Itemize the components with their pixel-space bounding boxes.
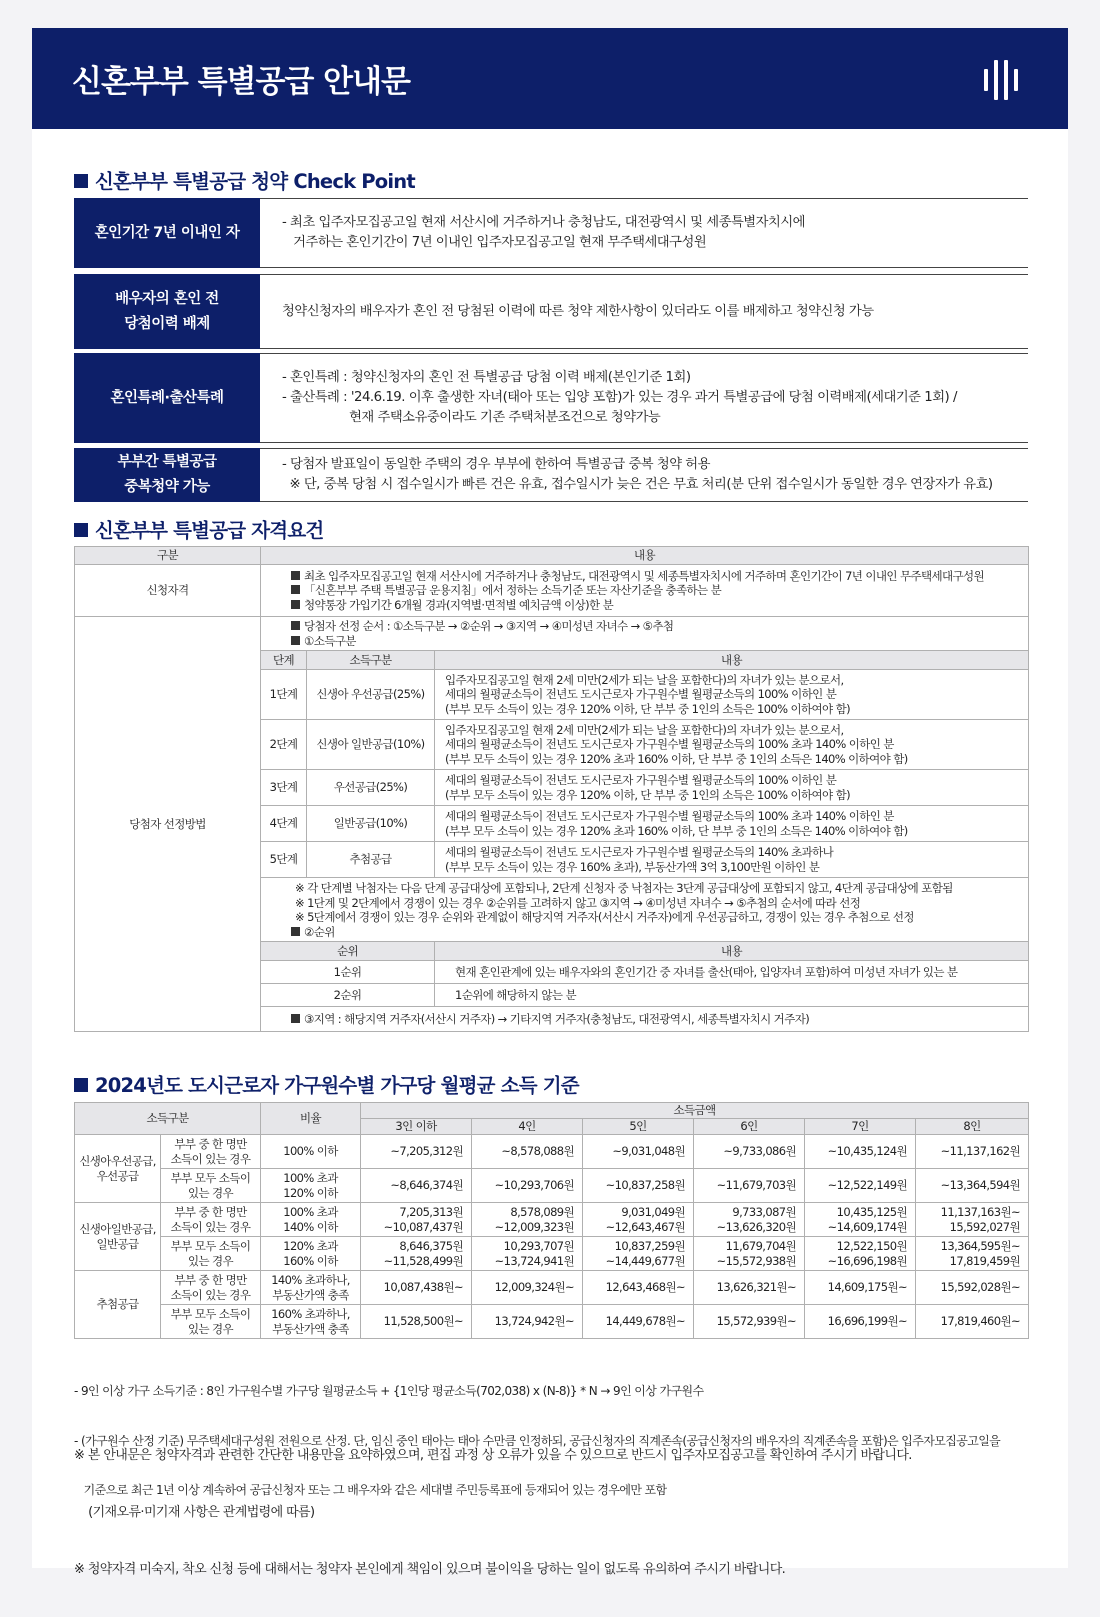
income-amount: 15,592,028원~ bbox=[916, 1271, 1029, 1305]
income-subtype: 부부 중 한 명만 소득이 있는 경우 bbox=[161, 1271, 261, 1305]
income-amount: 11,679,704원 ~15,572,938원 bbox=[694, 1237, 805, 1271]
col-header-household-size: 8인 bbox=[916, 1119, 1029, 1135]
income-amount: 11,137,163원~ 15,592,027원 bbox=[916, 1203, 1029, 1237]
col-header-stage: 단계 bbox=[261, 651, 307, 670]
stage-notes: ※ 각 단계별 낙첨자는 다음 단계 공급대상에 포함되나, 2단계 신청자 중 낙첨자는 3단계 공급대상에 포함되지 않고, 4단계 공급대상에 포함됨 ※ 1단계 및 2단계에서 경쟁이 있는 경우 ②순위를 고려하지 않고 ③지역 → ④미성년 자녀수 → ⑤추첨의 순서에 따라 선정 ※ 5단계에서 경쟁이 있는 경우 순위와 관계없이 해당지역 거주자(서산시 거주자)에게 우선공급하고, 경쟁이 있는 경우 추첨으로 선정 ②순위 bbox=[261, 881, 1028, 939]
table-row bbox=[75, 1305, 1029, 1339]
table-row: 1단계 신생아 우선공급(25%) 입주자모집공고일 현재 2세 미만(2세가 되는 날을 포함한다)의 자녀가 있는 분으로서, 세대의 월평균소득이 전년도 도시근로자 가구원수별 월평균소득의 100% 이하인 분 (부부 모두 소득이 있는 경우 120% 이하, 단 부부 중 1인의 소득은 100% 이하여야 함) bbox=[261, 670, 1029, 720]
col-header-income-type: 소득구분 bbox=[307, 651, 435, 670]
col-header-rank-content: 내용 bbox=[435, 942, 1029, 961]
col-header-content: 내용 bbox=[261, 547, 1029, 565]
income-amount: ~10,837,258원 bbox=[583, 1169, 694, 1203]
income-amount: 16,696,199원~ bbox=[805, 1305, 916, 1339]
income-amount: ~11,679,703원 bbox=[694, 1169, 805, 1203]
income-amount: 14,449,678원~ bbox=[583, 1305, 694, 1339]
square-bullet-icon bbox=[291, 927, 300, 936]
header-banner bbox=[32, 28, 1068, 129]
notice-page bbox=[32, 28, 1068, 1577]
income-amount: 10,293,707원 ~13,724,941원 bbox=[472, 1237, 583, 1271]
row-label-selection: 당첨자 선정방법 bbox=[75, 617, 261, 1032]
income-subtype: 부부 모두 소득이 있는 경우 bbox=[161, 1237, 261, 1271]
table-row: 1순위 현재 혼인관계에 있는 배우자와의 혼인기간 중 자녀를 출산(태아, 입양자녀 포함)하여 미성년 자녀가 있는 분 bbox=[261, 961, 1029, 984]
income-ratio: 120% 초과 160% 이하 bbox=[261, 1237, 361, 1271]
section-title-income: 2024년도 도시근로자 가구원수별 가구당 월평균 소득 기준 bbox=[74, 1070, 579, 1098]
income-group-label: 신생아우선공급, 우선공급 bbox=[75, 1135, 161, 1203]
income-amount: ~8,646,374원 bbox=[361, 1169, 472, 1203]
qualification-table bbox=[74, 546, 1029, 1032]
income-group-label: 추첨공급 bbox=[75, 1271, 161, 1339]
income-amount: 14,609,175원~ bbox=[805, 1271, 916, 1305]
income-subtype: 부부 모두 소득이 있는 경우 bbox=[161, 1169, 261, 1203]
col-header-household-size: 3인 이하 bbox=[361, 1119, 472, 1135]
col-header-rank: 순위 bbox=[261, 942, 435, 961]
col-header-income-type: 소득구분 bbox=[75, 1103, 261, 1135]
income-amount: 10,837,259원 ~14,449,677원 bbox=[583, 1237, 694, 1271]
table-row bbox=[75, 1169, 1029, 1203]
eligibility-content: 최초 입주자모집공고일 현재 서산시에 거주하거나 충청남도, 대전광역시 및 세종특별자치시에 거주하며 혼인기간이 7년 이내인 무주택세대구성원 「신혼부부 주택 특별공급 운용지침」에서 정하는 소득기준 또는 자산기준을 충족하는 분 청약통장 가입기간 6개월 경과(지역별·면적별 예치금액 이상)한 분 bbox=[261, 565, 1029, 617]
checkpoint-label: 부부간 특별공급 중복청약 가능 bbox=[74, 448, 260, 502]
selection-content: 당첨자 선정 순서 : ①소득구분 → ②순위 → ③지역 → ④미성년 자녀수 → ⑤추첨 ①소득구분 단계 소득구분 내용 1단계 신생아 우선공급(25%) 입주자모집공고일 현재 2세 미만(2세가 되는 날을 포함한다)의 자녀가 있는 분으로서, 세대의 월평균소득이 전년도 도시근로자 가구원수별 월평균소득의 100% 이하인 분 (부부 모두 소득이 있는 경우 120% 이하, 단 부부 중 1인의 소득은 100% 이하여야 함) 2단계 신생아 일반공급(10%) 입주자모집공고일 현재 2세 미만(2세가 되는 날을 포함한다)의 자녀가 있는 분으로서, 세대의 월평균소득이 전년도 도시근로자 가구원수별 월평균소득의 100% 초과 140% 이하인 분 (부부 모두 소득이 있는 경우 120% 초과 160% 이하, 단 부부 중 1인의 소득은 140% 이하여야 함) 3단계 우선공급(25%) 세대의 월평균소득이 전년도 도시근로자 가구원수별 월평균소득의 100% 이하인 분 (부부 모두 소득이 있는 경우 120% 이하, 단 부부 중 1인의 소득은 100% 이하여야 함) 4단계 일반공급(10%) 세대의 월평균소득이 전년도 도시근로자 가구원수별 월평균소득의 100% 초과 140% 이하인 분 (부부 모두 소득이 있는 경우 120% 초과 160% 이하, 단 부부 중 1인의 소득은 140% 이하여야 함) 5단계 추첨공급 세대의 월평균소득이 전년도 도시근로자 가구원수별 월평균소득의 140% 초과하나 (부부 모두 소득이 있는 경우 160% 초과), 부동산가액 3억 3,100만원 이하인 분 ※ 각 단계별 낙첨자는 다음 단계 공급대상에 포함되나, 2단계 신청자 중 낙첨자는 3단계 공급대상에 포함되지 않고, 4단계 공급대상에 포함됨 ※ 1단계 및 2단계에서 경쟁이 있는 경우 ②순위를 고려하지 않고 ③지역 → ④미성년 자녀수 → ⑤추첨의 순서에 따라 선정 ※ 5단계에서 경쟁이 있는 경우 순위와 관계없이 해당지역 거주자(서산시 거주자)에게 우선공급하고, 경쟁이 있는 경우 추첨으로 선정 ②순위 순위 내용 1순위 현재 혼인관계에 있는 배우자와의 혼인기간 중 자녀를 출산(태아, 입양자녀 포함)하여 미성년 자녀가 있는 분 2순위 1순위에 해당하지 않는 분 ③지역 : 해당지역 거주자(서산시 거주자) → 기타지역 거주자(충청남도, 대전광역시, 세종특별자치시 거주자) bbox=[261, 617, 1029, 1032]
income-amount: 12,009,324원~ bbox=[472, 1271, 583, 1305]
checkpoint-row bbox=[74, 353, 1028, 443]
checkpoint-text: - 혼인특례 : 청약신청자의 혼인 전 특별공급 당첨 이력 배제(본인기준 1회) - 출산특례 : '24.6.19. 이후 출생한 자녀(태아 또는 입양 포함)가 있는 경우 과거 특별공급에 당첨 이력배제(세대기준 1회) / 현재 주택소유중이라도 기존 주택처분조건으로 청약가능 bbox=[260, 353, 1028, 443]
income-ratio: 140% 초과하나, 부동산가액 충족 bbox=[261, 1271, 361, 1305]
table-row: 3단계 우선공급(25%) 세대의 월평균소득이 전년도 도시근로자 가구원수별 월평균소득의 100% 이하인 분 (부부 모두 소득이 있는 경우 120% 이하, 단 부부 중 1인의 소득은 100% 이하여야 함) bbox=[261, 770, 1029, 806]
checkpoint-text: 청약신청자의 배우자가 혼인 전 당첨된 이력에 따른 청약 제한사항이 있더라도 이를 배제하고 청약신청 가능 bbox=[260, 274, 1028, 349]
table-row: 2단계 신생아 일반공급(10%) 입주자모집공고일 현재 2세 미만(2세가 되는 날을 포함한다)의 자녀가 있는 분으로서, 세대의 월평균소득이 전년도 도시근로자 가구원수별 월평균소득의 100% 초과 140% 이하인 분 (부부 모두 소득이 있는 경우 120% 초과 160% 이하, 단 부부 중 1인의 소득은 140% 이하여야 함) bbox=[261, 720, 1029, 770]
col-header-household-size: 4인 bbox=[472, 1119, 583, 1135]
rank-table bbox=[260, 941, 1029, 1007]
income-amount: 9,031,049원 ~12,643,467원 bbox=[583, 1203, 694, 1237]
col-header-stage-content: 내용 bbox=[435, 651, 1029, 670]
checkpoint-text: - 당첨자 발표일이 동일한 주택의 경우 부부에 한하여 특별공급 중복 청약 허용 ※ 단, 중복 당첨 시 접수일시가 빠른 건은 유효, 접수일시가 늦은 건은 무효 처리(분 단위 접수일시가 동일한 경우 연장자가 유효) bbox=[260, 448, 1028, 502]
checkpoint-text: - 최초 입주자모집공고일 현재 서산시에 거주하거나 충청남도, 대전광역시 및 세종특별자치시에 거주하는 혼인기간이 7년 이내인 입주자모집공고일 현재 무주택세대구성원 bbox=[260, 198, 1028, 268]
income-amount: 12,522,150원 ~16,696,198원 bbox=[805, 1237, 916, 1271]
col-header-amount: 소득금액 bbox=[361, 1103, 1029, 1119]
income-amount: 8,578,089원 ~12,009,323원 bbox=[472, 1203, 583, 1237]
square-bullet-icon bbox=[291, 636, 300, 645]
table-row bbox=[75, 1271, 1029, 1305]
income-amount: 13,724,942원~ bbox=[472, 1305, 583, 1339]
page-title: 신혼부부 특별공급 안내문 bbox=[72, 64, 410, 100]
income-ratio: 100% 초과 140% 이하 bbox=[261, 1203, 361, 1237]
section-title-checkpoint: 신혼부부 특별공급 청약 Check Point bbox=[74, 166, 415, 194]
checkpoint-row bbox=[74, 274, 1028, 349]
income-amount: 13,364,595원~ 17,819,459원 bbox=[916, 1237, 1029, 1271]
income-amount: ~12,522,149원 bbox=[805, 1169, 916, 1203]
checkpoint-label: 배우자의 혼인 전 당첨이력 배제 bbox=[74, 274, 260, 349]
col-header-household-size: 5인 bbox=[583, 1119, 694, 1135]
income-amount: 10,435,125원 ~14,609,174원 bbox=[805, 1203, 916, 1237]
income-amount: ~11,137,162원 bbox=[916, 1135, 1029, 1169]
col-header-gubun: 구분 bbox=[75, 547, 261, 565]
square-bullet-icon bbox=[291, 600, 300, 609]
income-amount: ~13,364,594원 bbox=[916, 1169, 1029, 1203]
income-amount: 17,819,460원~ bbox=[916, 1305, 1029, 1339]
income-table bbox=[74, 1102, 1029, 1339]
col-header-household-size: 6인 bbox=[694, 1119, 805, 1135]
square-bullet-icon bbox=[74, 174, 88, 188]
col-header-ratio: 비율 bbox=[261, 1103, 361, 1135]
income-amount: 9,733,087원 ~13,626,320원 bbox=[694, 1203, 805, 1237]
income-amount: ~9,031,048원 bbox=[583, 1135, 694, 1169]
income-amount: 12,643,468원~ bbox=[583, 1271, 694, 1305]
checkpoint-row bbox=[74, 448, 1028, 502]
table-row bbox=[75, 1135, 1029, 1169]
square-bullet-icon bbox=[291, 585, 300, 594]
square-bullet-icon bbox=[74, 523, 88, 537]
footnotes-small: - 9인 이상 가구 소득기준 : 8인 가구원수별 가구당 월평균소득 + {1인당 평균소득(702,038) x (N-8)} * N → 9인 이상 가구원수 - (가구원수 산정 기준) 무주택세대구성원 전원으로 산정. 단, 임신 중인 태아는 태아 수만큼 인정하되, 공급신청자의 직계존속(공급신청자의 배우자의 직계존속을 포함)은 입주자모집공고일을 기준으로 최근 1년 이상 계속하여 공급신청자 또는 그 배우자와 같은 세대별 주민등록표에 등재되어 있는 경우에만 포함 bbox=[74, 1384, 1001, 1497]
col-header-household-size: 7인 bbox=[805, 1119, 916, 1135]
income-group-label: 신생아일반공급, 일반공급 bbox=[75, 1203, 161, 1271]
table-row bbox=[75, 1203, 1029, 1237]
square-bullet-icon bbox=[291, 571, 300, 580]
table-row: 5단계 추첨공급 세대의 월평균소득이 전년도 도시근로자 가구원수별 월평균소득의 140% 초과하나 (부부 모두 소득이 있는 경우 160% 초과), 부동산가액 3억 3,100만원 이하인 분 bbox=[261, 842, 1029, 878]
income-amount: 7,205,313원 ~10,087,437원 bbox=[361, 1203, 472, 1237]
income-amount: ~10,293,706원 bbox=[472, 1169, 583, 1203]
income-ratio: 160% 초과하나, 부동산가액 충족 bbox=[261, 1305, 361, 1339]
footnotes-disclaimer: ※ 본 안내문은 청약자격과 관련한 간단한 내용만을 요약하였으며, 편집 과정 상 오류가 있을 수 있으므로 반드시 입주자모집공고를 확인하여 주시기 바랍니다. (기재오류·미기재 사항은 관계법령에 따름) ※ 청약자격 미숙지, 착오 신청 등에 대해서는 청약자 본인에게 책임이 있으며 불이익을 당하는 일이 없도록 유의하여 주시기 바랍니다. bbox=[74, 1448, 912, 1577]
table-row bbox=[75, 1237, 1029, 1271]
income-subtype: 부부 중 한 명만 소득이 있는 경우 bbox=[161, 1203, 261, 1237]
income-amount: ~9,733,086원 bbox=[694, 1135, 805, 1169]
checkpoint-label: 혼인특례·출산특례 bbox=[74, 353, 260, 443]
checkpoint-label: 혼인기간 7년 이내인 자 bbox=[74, 198, 260, 268]
section-title-qualification: 신혼부부 특별공급 자격요건 bbox=[74, 515, 323, 543]
income-amount: 11,528,500원~ bbox=[361, 1305, 472, 1339]
income-subtype: 부부 중 한 명만 소득이 있는 경우 bbox=[161, 1135, 261, 1169]
square-bullet-icon bbox=[291, 621, 300, 630]
income-amount: 15,572,939원~ bbox=[694, 1305, 805, 1339]
square-bullet-icon bbox=[291, 1014, 300, 1023]
square-bullet-icon bbox=[74, 1078, 88, 1092]
income-amount: ~10,435,124원 bbox=[805, 1135, 916, 1169]
income-amount: ~8,578,088원 bbox=[472, 1135, 583, 1169]
income-amount: ~7,205,312원 bbox=[361, 1135, 472, 1169]
table-row: 4단계 일반공급(10%) 세대의 월평균소득이 전년도 도시근로자 가구원수별 월평균소득의 100% 초과 140% 이하인 분 (부부 모두 소득이 있는 경우 120% 초과 160% 이하, 단 부부 중 1인의 소득은 140% 이하여야 함) bbox=[261, 806, 1029, 842]
income-subtype: 부부 모두 소득이 있는 경우 bbox=[161, 1305, 261, 1339]
table-row: 2순위 1순위에 해당하지 않는 분 bbox=[261, 984, 1029, 1007]
income-stage-table bbox=[260, 650, 1029, 878]
income-ratio: 100% 초과 120% 이하 bbox=[261, 1169, 361, 1203]
income-amount: 8,646,375원 ~11,528,499원 bbox=[361, 1237, 472, 1271]
income-ratio: 100% 이하 bbox=[261, 1135, 361, 1169]
income-amount: 13,626,321원~ bbox=[694, 1271, 805, 1305]
brand-logo-icon bbox=[984, 60, 1028, 100]
checkpoint-row bbox=[74, 198, 1028, 268]
row-label-eligibility: 신청자격 bbox=[75, 565, 261, 617]
income-amount: 10,087,438원~ bbox=[361, 1271, 472, 1305]
